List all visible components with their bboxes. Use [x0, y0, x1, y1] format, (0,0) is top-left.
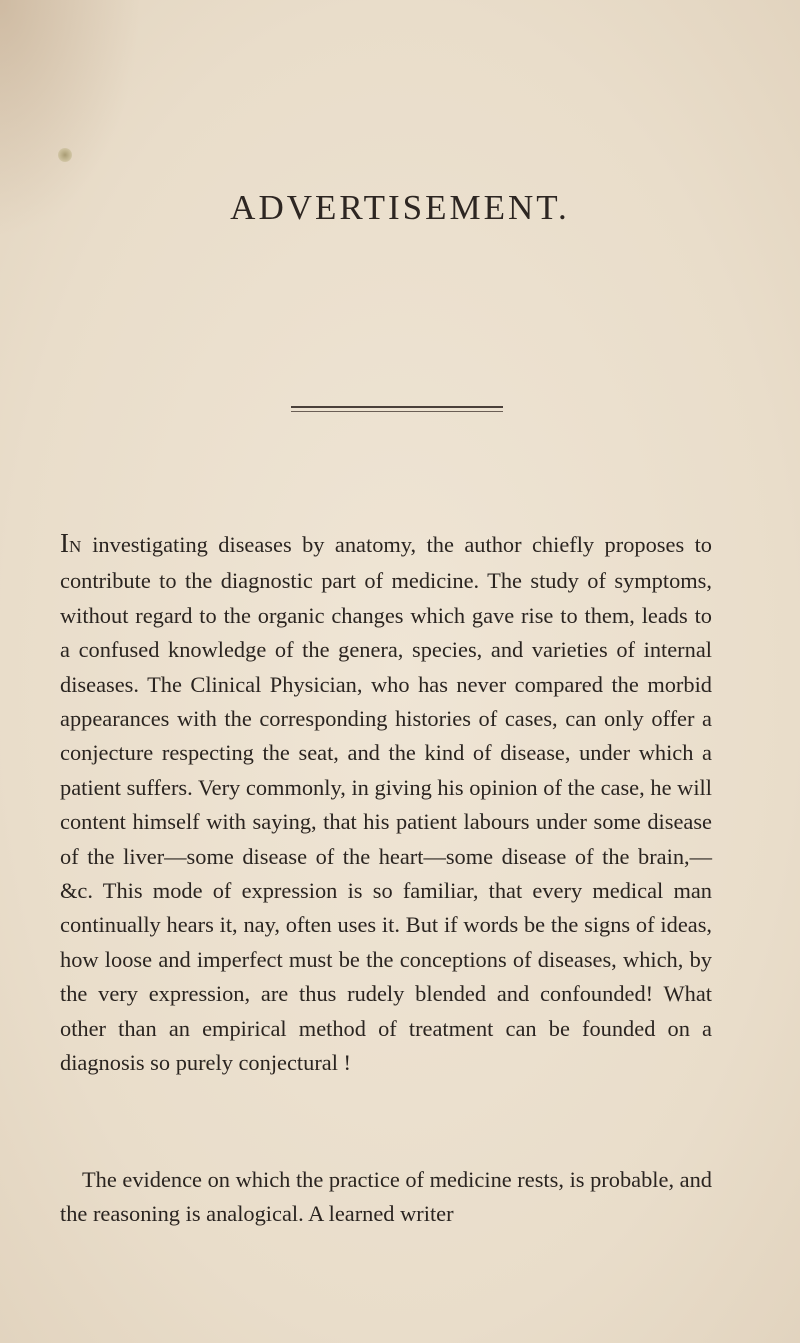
paragraph-1	[60, 526, 712, 1081]
small-cap: N	[69, 537, 82, 556]
paragraph-1-body: investigating diseases by anatomy, the author chiefly proposes to contribute to the diagnostic part of medicine. The study of symptoms, without regard to the organic changes which gave rise to them, leads to a confused knowledge of the genera, species, and varieties of internal diseases. The Clinical Physician, who has never compared the morbid appearances with the corresponding histories of cases, can only offer a conjecture respecting the seat, and the kind of disease, under which a patient suffers. Very commonly, in giving his opinion of the case, he will content himself with saying, that his patient labours under some disease of the liver—some disease of the heart—some disease of the brain,—&c. This mode of expression is so familiar, that every medical man continually hears it, nay, often uses it. But if words be the signs of ideas, how loose and imperfect must be the conceptions of diseases, which, by the very expression, are thus rudely blended and confounded! What other than an empirical method of treatment can be founded on a diagnosis so purely conjectural !	[60, 532, 712, 1076]
page-title: ADVERTISEMENT.	[230, 188, 570, 227]
drop-cap: I	[60, 528, 69, 558]
foxing-spot	[58, 148, 72, 162]
paragraph-2: The evidence on which the practice of medicine rests, is probable, and the reasoning is analogical. A learned writer	[60, 1167, 712, 1227]
title-divider	[291, 406, 503, 408]
